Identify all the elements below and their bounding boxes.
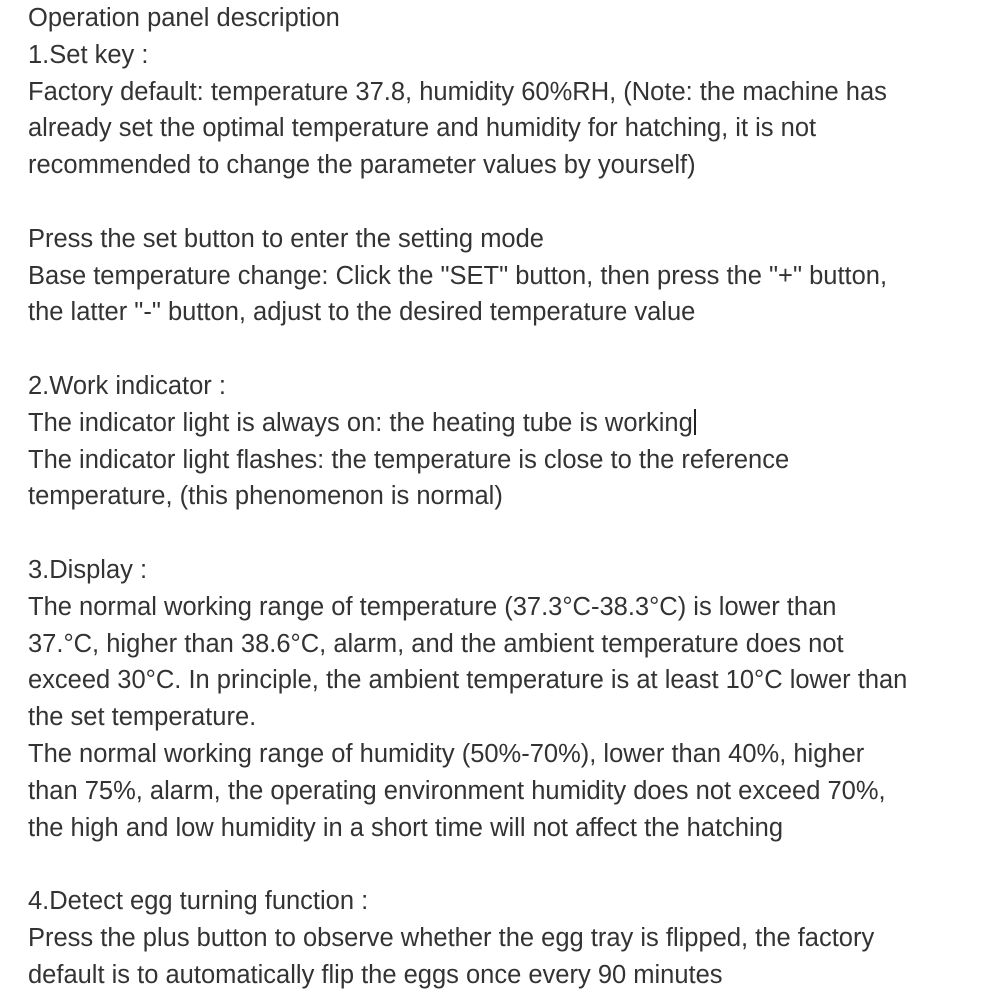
section-3-heading: 3.Display :	[28, 555, 148, 584]
section-1-text-line: the latter "-" button, adjust to the desired temperature value	[28, 298, 696, 327]
section-1-text-line: already set the optimal temperature and humidity for hatching, it is not	[28, 114, 817, 143]
section-2-text-line-with-caret	[28, 405, 1000, 442]
section-3-text-line: The normal working range of temperature (37.3°C-38.3°C) is lower than	[28, 592, 837, 621]
section-1-text-line: Factory default: temperature 37.8, humidity 60%RH, (Note: the machine has	[28, 77, 887, 106]
section-3-text-line: the high and low humidity in a short time will not affect the hatching	[28, 813, 784, 842]
section-1-text-line: Press the set button to enter the setting mode	[28, 224, 544, 253]
section-3-text-line: than 75%, alarm, the operating environment humidity does not exceed 70%,	[28, 776, 886, 805]
section-2-heading: 2.Work indicator :	[28, 371, 226, 400]
section-1-heading: 1.Set key :	[28, 40, 149, 69]
section-4-text-line: default is to automatically flip the eggs once every 90 minutes	[28, 960, 723, 989]
paragraph-spacer	[28, 184, 1000, 221]
section-3-text-line: 37.°C, higher than 38.6°C, alarm, and the ambient temperature does not	[28, 629, 844, 658]
paragraph-spacer	[28, 331, 1000, 368]
section-1-text-line: Base temperature change: Click the "SET" button, then press the "+" button,	[28, 261, 888, 290]
section-1-text-line: recommended to change the parameter values by yourself)	[28, 151, 696, 180]
section-4-text-line: Press the plus button to observe whether the egg tray is flipped, the factory	[28, 923, 875, 952]
section-3-text-line: the set temperature.	[28, 703, 257, 732]
paragraph-spacer	[28, 515, 1000, 552]
section-4-heading: 4.Detect egg turning function :	[28, 887, 369, 916]
text-cursor	[694, 409, 696, 435]
section-2-text-line: temperature, (this phenomenon is normal)	[28, 482, 503, 511]
section-2-text-line: The indicator light is always on: the heating tube is working	[28, 408, 693, 437]
page-title: Operation panel description	[28, 4, 340, 32]
section-3-text-line: The normal working range of humidity (50%-70%), lower than 40%, higher	[28, 739, 865, 768]
section-3-text-line: exceed 30°C. In principle, the ambient temperature is at least 10°C lower than	[28, 666, 908, 695]
section-2-text-line: The indicator light flashes: the temperature is close to the reference	[28, 445, 790, 474]
paragraph-spacer	[28, 846, 1000, 883]
